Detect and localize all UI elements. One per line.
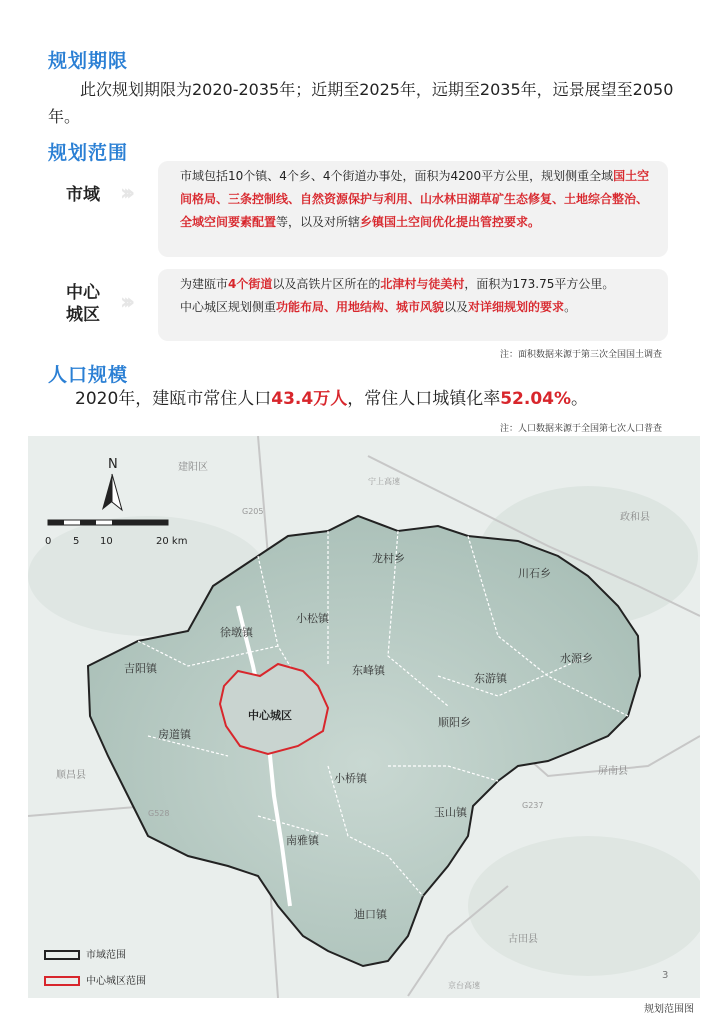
town-label: 房道镇 bbox=[158, 728, 191, 741]
scale-bar-segment bbox=[80, 520, 96, 525]
center-text-1: 为建瓯市 bbox=[180, 277, 229, 291]
center-highlight-3: 功能布局、用地结构、城市风貌 bbox=[276, 300, 445, 314]
road-label: G237 bbox=[522, 801, 544, 810]
legend-swatch-city bbox=[44, 950, 80, 960]
city-text-1: 市域包括10个镇、4个乡、4个街道办事处，面积为4200平方公里，规划侧重全域 bbox=[180, 169, 614, 183]
population-value: 43.4万人 bbox=[271, 389, 348, 409]
center-text-4: 中心城区规划侧重 bbox=[180, 300, 277, 314]
center-district-label: 中心城区 bbox=[248, 709, 292, 722]
legend-city-label: 市域范围 bbox=[86, 950, 126, 961]
population-note: 注：人口数据来源于全国第七次人口普查 bbox=[499, 424, 662, 434]
chevron-right-icon: ››› bbox=[120, 290, 130, 315]
center-label bbox=[48, 282, 118, 326]
town-label: 小桥镇 bbox=[334, 772, 367, 785]
scale-bar-segment bbox=[48, 520, 64, 525]
town-label: 东峰镇 bbox=[352, 664, 385, 677]
city-label: 市域 bbox=[66, 185, 100, 205]
scale-label-10: 10 bbox=[100, 536, 113, 547]
town-label: 南雅镇 bbox=[286, 834, 319, 847]
population-text-2: ，常住人口城镇化率 bbox=[347, 389, 501, 409]
town-label: 顺阳乡 bbox=[438, 716, 471, 729]
legend-center-label: 中心城区范围 bbox=[86, 976, 146, 987]
center-text-5: 以及 bbox=[444, 300, 469, 314]
legend-city bbox=[44, 946, 126, 961]
page-number: 3 bbox=[662, 970, 669, 981]
scope-heading: 规划范围 bbox=[48, 142, 129, 164]
scale-label-0: 0 bbox=[45, 536, 52, 547]
outside-label: 屏南县 bbox=[598, 766, 628, 777]
legend-swatch-center bbox=[44, 976, 80, 986]
figure-caption: 规划范围图 bbox=[644, 1004, 694, 1015]
center-text-3: ，面积为173.75平方公里。 bbox=[464, 277, 615, 291]
town-label: 小松镇 bbox=[296, 612, 329, 625]
road-label: 宁上高速 bbox=[368, 477, 400, 486]
legend-center bbox=[44, 972, 146, 987]
terrain-shade bbox=[468, 836, 700, 976]
planning-scope-map bbox=[28, 436, 700, 998]
city-highlight-2: 乡镇国土空间优化提出管控要求。 bbox=[360, 215, 541, 229]
city-scope-box bbox=[158, 161, 668, 257]
outside-label: 建阳区 bbox=[178, 462, 208, 473]
outside-label: 古田县 bbox=[508, 934, 538, 945]
scale-bar-segment bbox=[112, 520, 168, 525]
center-label-line1: 中心 bbox=[66, 283, 100, 303]
town-label: 川石乡 bbox=[518, 567, 551, 580]
outside-label: 政和县 bbox=[620, 512, 650, 523]
road-label: G528 bbox=[148, 809, 170, 818]
map-svg bbox=[28, 436, 700, 998]
center-label-line2: 城区 bbox=[66, 305, 100, 325]
outside-label: 顺昌县 bbox=[56, 770, 86, 781]
town-label: 水源乡 bbox=[560, 652, 593, 665]
urbanization-value: 52.04% bbox=[500, 389, 572, 409]
north-arrow-icon bbox=[102, 474, 112, 510]
population-text bbox=[75, 386, 705, 413]
town-label: 吉阳镇 bbox=[124, 662, 157, 675]
chevron-right-icon: ››› bbox=[120, 181, 130, 206]
town-label: 迪口镇 bbox=[354, 908, 387, 921]
center-highlight-2: 北津村与徒美村 bbox=[380, 277, 465, 291]
population-text-1: 2020年，建瓯市常住人口 bbox=[75, 389, 272, 409]
north-label: N bbox=[108, 457, 118, 472]
period-heading: 规划期限 bbox=[48, 50, 129, 72]
city-highlight-1: 国土空间格局、三条控制线、自然资源保护与利用、山水林田湖草矿生态修复、土地综合整治、全域空间要素配置 bbox=[180, 169, 650, 229]
road-label: 京台高速 bbox=[448, 981, 480, 990]
town-label: 玉山镇 bbox=[434, 806, 467, 819]
town-label: 龙村乡 bbox=[372, 552, 405, 565]
scale-label-20: 20 km bbox=[156, 536, 188, 547]
city-text-2: 等，以及对所辖 bbox=[276, 215, 361, 229]
north-arrow-icon bbox=[112, 474, 122, 510]
population-text-3: 。 bbox=[571, 389, 589, 409]
center-text-2: 以及高铁片区所在的 bbox=[272, 277, 381, 291]
scale-label-5: 5 bbox=[73, 536, 80, 547]
town-label: 徐墩镇 bbox=[220, 626, 253, 639]
center-highlight-1: 4个街道 bbox=[228, 277, 273, 291]
center-highlight-4: 对详细规划的要求 bbox=[468, 300, 565, 314]
population-heading: 人口规模 bbox=[48, 364, 129, 386]
scope-note: 注：面积数据来源于第三次全国国土调查 bbox=[499, 350, 662, 360]
center-scope-box bbox=[158, 269, 668, 341]
center-text-6: 。 bbox=[564, 300, 577, 314]
period-text: 此次规划期限为2020-2035年；近期至2025年，远期至2035年，远景展望至2050年。 bbox=[48, 80, 674, 126]
town-label: 东游镇 bbox=[474, 672, 507, 685]
road-label: G205 bbox=[242, 507, 264, 516]
